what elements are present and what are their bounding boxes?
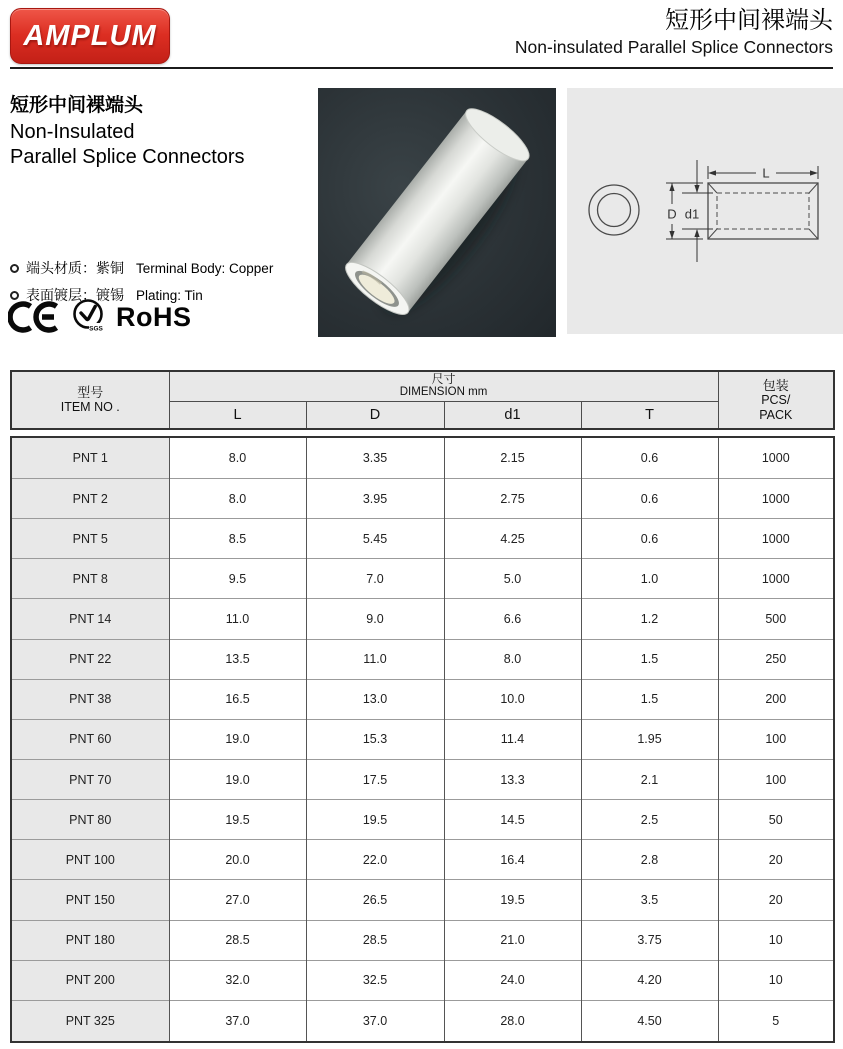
cell-T: 0.6 bbox=[581, 478, 718, 518]
cell-d1: 6.6 bbox=[444, 599, 581, 639]
splice-connector-image bbox=[318, 88, 556, 337]
table-row bbox=[11, 639, 834, 679]
col-header-pack-en1: PCS/ bbox=[761, 392, 791, 407]
cell-pack: 10 bbox=[718, 960, 834, 1000]
cell-pack: 1000 bbox=[718, 559, 834, 599]
spec-table-body bbox=[11, 437, 834, 1042]
cell-pack: 1000 bbox=[718, 478, 834, 518]
cell-D: 3.35 bbox=[306, 437, 444, 478]
cell-d1: 19.5 bbox=[444, 880, 581, 920]
dim-label-L: L bbox=[762, 165, 770, 181]
cell-D: 11.0 bbox=[306, 639, 444, 679]
cell-pack: 100 bbox=[718, 759, 834, 799]
amplum-logo bbox=[10, 8, 170, 64]
table-row bbox=[11, 437, 834, 478]
col-header-pack-zh: 包装 bbox=[762, 377, 789, 393]
product-name-en-1: Non-Insulated bbox=[10, 121, 135, 143]
table-row bbox=[11, 759, 834, 799]
cell-D: 15.3 bbox=[306, 719, 444, 759]
cell-D: 3.95 bbox=[306, 478, 444, 518]
cell-item: PNT 1 bbox=[11, 437, 169, 478]
cell-d1: 8.0 bbox=[444, 639, 581, 679]
cell-D: 22.0 bbox=[306, 840, 444, 880]
table-row bbox=[11, 559, 834, 599]
cell-pack: 1000 bbox=[718, 519, 834, 559]
cell-d1: 2.15 bbox=[444, 437, 581, 478]
cell-d1: 16.4 bbox=[444, 840, 581, 880]
cell-L: 27.0 bbox=[169, 880, 306, 920]
ce-mark-icon bbox=[8, 298, 60, 336]
cell-pack: 10 bbox=[718, 920, 834, 960]
cell-D: 19.5 bbox=[306, 800, 444, 840]
col-header-D: D bbox=[306, 401, 444, 429]
cell-d1: 2.75 bbox=[444, 478, 581, 518]
cell-d1: 13.3 bbox=[444, 759, 581, 799]
dimension-diagram bbox=[567, 88, 843, 334]
spec-row-body bbox=[10, 258, 273, 278]
table-row bbox=[11, 1000, 834, 1042]
cell-d1: 11.4 bbox=[444, 719, 581, 759]
col-header-dim-en: DIMENSION mm bbox=[399, 386, 488, 399]
cell-L: 8.0 bbox=[169, 478, 306, 518]
cell-item: PNT 150 bbox=[11, 880, 169, 920]
col-header-dim-zh: 尺寸 bbox=[431, 372, 456, 387]
cell-item: PNT 180 bbox=[11, 920, 169, 960]
cell-T: 2.1 bbox=[581, 759, 718, 799]
header-divider bbox=[10, 67, 833, 69]
table-row bbox=[11, 679, 834, 719]
cell-L: 9.5 bbox=[169, 559, 306, 599]
dim-label-d1: d1 bbox=[684, 206, 700, 222]
cell-pack: 100 bbox=[718, 719, 834, 759]
col-header-T: T bbox=[581, 401, 718, 429]
cell-d1: 24.0 bbox=[444, 960, 581, 1000]
spec-zh: 表面镀层：镀锡 bbox=[26, 287, 124, 303]
col-header-pack bbox=[718, 371, 834, 429]
certification-marks bbox=[8, 297, 192, 337]
cell-item: PNT 80 bbox=[11, 800, 169, 840]
cell-pack: 50 bbox=[718, 800, 834, 840]
cell-L: 32.0 bbox=[169, 960, 306, 1000]
spec-en: Terminal Body: Copper bbox=[136, 260, 274, 276]
cell-pack: 1000 bbox=[718, 437, 834, 478]
dim-label-D: D bbox=[667, 206, 677, 222]
cell-item: PNT 60 bbox=[11, 719, 169, 759]
cell-L: 19.0 bbox=[169, 759, 306, 799]
table-row bbox=[11, 920, 834, 960]
cell-D: 9.0 bbox=[306, 599, 444, 639]
rohs-label: RoHS bbox=[116, 301, 192, 332]
cell-pack: 20 bbox=[718, 840, 834, 880]
cell-D: 13.0 bbox=[306, 679, 444, 719]
cell-item: PNT 5 bbox=[11, 519, 169, 559]
product-photo bbox=[318, 88, 556, 337]
col-header-item-en: ITEM NO . bbox=[60, 400, 120, 414]
cell-L: 37.0 bbox=[169, 1000, 306, 1042]
page-title bbox=[515, 5, 833, 58]
cell-L: 28.5 bbox=[169, 920, 306, 960]
cell-T: 0.6 bbox=[581, 437, 718, 478]
cell-pack: 250 bbox=[718, 639, 834, 679]
cell-d1: 5.0 bbox=[444, 559, 581, 599]
cell-T: 4.20 bbox=[581, 960, 718, 1000]
cell-pack: 200 bbox=[718, 679, 834, 719]
cell-d1: 10.0 bbox=[444, 679, 581, 719]
cell-L: 20.0 bbox=[169, 840, 306, 880]
product-name-en-2: Parallel Splice Connectors bbox=[10, 146, 245, 168]
cell-L: 8.0 bbox=[169, 437, 306, 478]
cell-T: 2.5 bbox=[581, 800, 718, 840]
cell-T: 1.2 bbox=[581, 599, 718, 639]
cell-item: PNT 8 bbox=[11, 559, 169, 599]
cell-D: 26.5 bbox=[306, 880, 444, 920]
cell-T: 2.8 bbox=[581, 840, 718, 880]
cell-d1: 4.25 bbox=[444, 519, 581, 559]
cell-D: 37.0 bbox=[306, 1000, 444, 1042]
cell-D: 32.5 bbox=[306, 960, 444, 1000]
cell-D: 7.0 bbox=[306, 559, 444, 599]
cell-D: 28.5 bbox=[306, 920, 444, 960]
table-row bbox=[11, 800, 834, 840]
cell-pack: 20 bbox=[718, 880, 834, 920]
product-info bbox=[10, 90, 310, 170]
logo-text: AMPLUM bbox=[23, 19, 157, 52]
cell-item: PNT 325 bbox=[11, 1000, 169, 1042]
product-name-zh: 短形中间裸端头 bbox=[10, 95, 144, 116]
cell-item: PNT 100 bbox=[11, 840, 169, 880]
cell-item: PNT 14 bbox=[11, 599, 169, 639]
cell-L: 19.0 bbox=[169, 719, 306, 759]
cell-T: 0.6 bbox=[581, 519, 718, 559]
cell-pack: 500 bbox=[718, 599, 834, 639]
cell-D: 5.45 bbox=[306, 519, 444, 559]
cell-pack: 5 bbox=[718, 1000, 834, 1042]
cell-L: 13.5 bbox=[169, 639, 306, 679]
col-header-pack-en2: PACK bbox=[759, 407, 793, 422]
spec-table-header bbox=[10, 370, 835, 430]
cell-T: 4.50 bbox=[581, 1000, 718, 1042]
cell-L: 8.5 bbox=[169, 519, 306, 559]
bullet-icon bbox=[10, 264, 19, 273]
cell-item: PNT 200 bbox=[11, 960, 169, 1000]
cell-L: 19.5 bbox=[169, 800, 306, 840]
col-header-d1: d1 bbox=[444, 401, 581, 429]
cell-T: 3.5 bbox=[581, 880, 718, 920]
spec-table bbox=[10, 436, 835, 1043]
col-header-item bbox=[11, 371, 169, 429]
cell-d1: 14.5 bbox=[444, 800, 581, 840]
cell-item: PNT 38 bbox=[11, 679, 169, 719]
table-row bbox=[11, 719, 834, 759]
table-row bbox=[11, 599, 834, 639]
cell-D: 17.5 bbox=[306, 759, 444, 799]
cell-T: 1.5 bbox=[581, 679, 718, 719]
cell-d1: 28.0 bbox=[444, 1000, 581, 1042]
spec-en: Plating: Tin bbox=[136, 287, 203, 303]
cell-L: 16.5 bbox=[169, 679, 306, 719]
cell-d1: 21.0 bbox=[444, 920, 581, 960]
spec-zh: 端头材质：紫铜 bbox=[26, 260, 124, 276]
sgs-cert-icon bbox=[69, 297, 107, 337]
table-row bbox=[11, 960, 834, 1000]
table-row bbox=[11, 478, 834, 518]
cell-T: 3.75 bbox=[581, 920, 718, 960]
cell-item: PNT 70 bbox=[11, 759, 169, 799]
table-row bbox=[11, 840, 834, 880]
cell-L: 11.0 bbox=[169, 599, 306, 639]
col-header-L: L bbox=[169, 401, 306, 429]
col-header-item-zh: 型号 bbox=[77, 385, 104, 400]
table-row bbox=[11, 519, 834, 559]
table-row bbox=[11, 880, 834, 920]
cell-item: PNT 2 bbox=[11, 478, 169, 518]
cell-T: 1.5 bbox=[581, 639, 718, 679]
dimension-drawing-svg bbox=[567, 88, 843, 334]
cell-item: PNT 22 bbox=[11, 639, 169, 679]
page-title-zh: 短形中间裸端头 bbox=[665, 7, 833, 34]
page-title-en: Non-insulated Parallel Splice Connectors bbox=[514, 37, 833, 57]
sgs-label: SGS bbox=[89, 325, 103, 333]
cell-T: 1.0 bbox=[581, 559, 718, 599]
col-header-dimension bbox=[169, 371, 718, 401]
cell-T: 1.95 bbox=[581, 719, 718, 759]
